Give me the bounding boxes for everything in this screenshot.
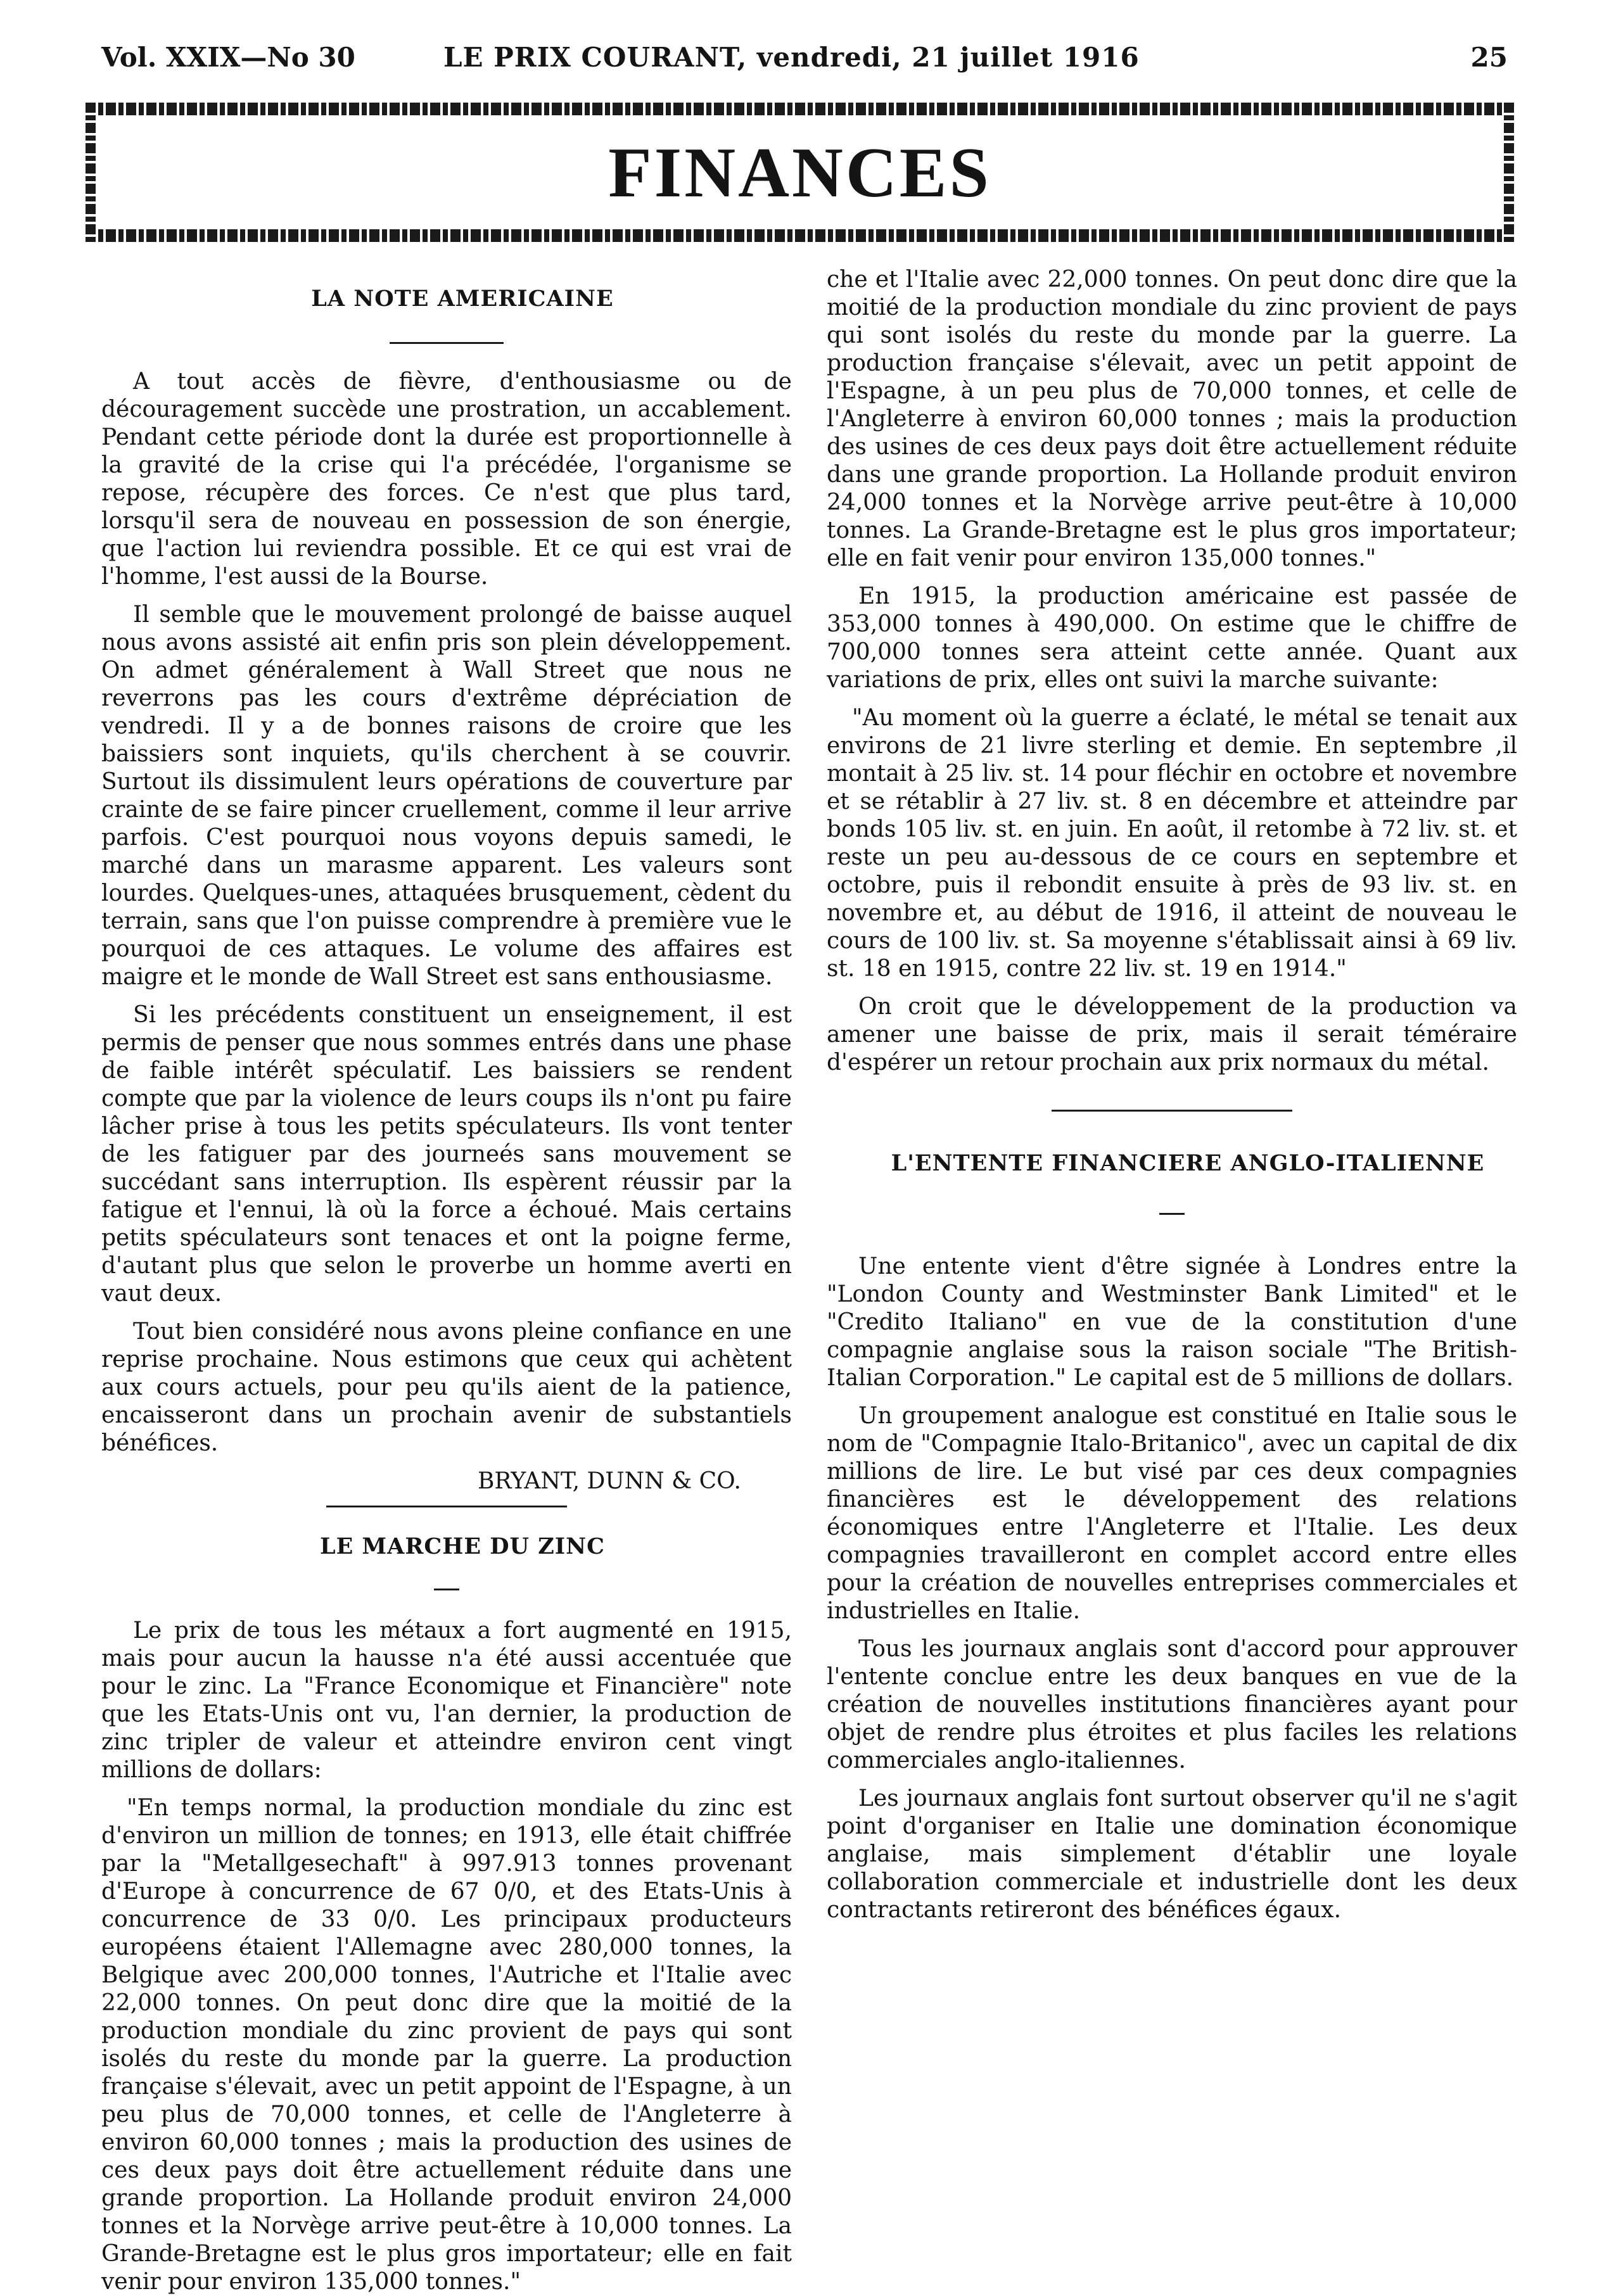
left-column (101, 266, 792, 2295)
banner-border-bottom (86, 229, 1514, 242)
running-header (101, 42, 1508, 80)
article-paragraph: Si les précédents constituent un enseignement, il est permis de penser que nous sommes entrés dans une phase de faible intérêt spéculatif. Les baissiers se rendent compte que par la violence de leurs coups ils n'ont pu faire lâcher prise à tous les petits spéculateurs. Ils vont tenter de les fatiguer par des journeés sans mouvement se succédant sans interruption. Ils espèrent réussir par la fatigue et l'ennui, là où la force a échoué. Mais certains petits spéculateurs sont tenaces et ont la poigne ferme, d'autant plus que selon le proverbe un homme averti en vaut deux. (101, 1002, 792, 1307)
article-paragraph: En 1915, la production américaine est passée de 353,000 tonnes à 490,000. On estime que le chiffre de 700,000 tonnes sera atteint cette année. Quant aux variations de prix, elles ont suivi la marche suivante: (827, 583, 1517, 693)
publication-date: LE PRIX COURANT, vendredi, 21 juillet 1916 (443, 42, 1140, 73)
right-column (827, 266, 1517, 1934)
article-paragraph: Un groupement analogue est constitué en Italie sous le nom de "Compagnie Italo-Britanico", avec un capital de dix millions de lire. Le but visé par ces deux compagnies financières est le développement des relations économiques entre l'Angleterre et l'Italie. Les deux compagnies travailleront en complet accord entre elles pour la création de nouvelles entreprises commerciales et industrielles en Italie. (827, 1403, 1517, 1624)
article-paragraph: Tout bien considéré nous avons pleine confiance en une reprise prochaine. Nous estimons que ceux qui achètent aux cours actuels, pour peu qu'ils aient de la patience, encaisseront dans un prochain avenir de substantiels bénéfices. (101, 1319, 792, 1456)
article-heading-marche-zinc: LE MARCHE DU ZINC (319, 1533, 606, 1559)
article-quote: "Au moment où la guerre a éclaté, le métal se tenait aux environs de 21 livre sterling et demie. En septembre ,il montait à 25 liv. st. 14 pour fléchir en octobre et novembre et se rétablir à 27 liv. st. 8 en décembre et atteindre par bonds 105 liv. st. en juin. En août, il retombe à 72 liv. st. et reste un peu au-dessous de ce cours en septembre et octobre, puis il rebondit ensuite à près de 93 liv. st. en novembre et, au début de 1916, il atteint de nouveau le cours de 100 liv. st. Sa moyenne s'établissait ainsi à 69 liv. st. 18 en 1915, contre 22 liv. st. 19 en 1914." (827, 705, 1517, 982)
article-paragraph: Il semble que le mouvement prolongé de baisse auquel nous avons assisté ait enfin pris son plein développement. On admet généralement à Wall Street que nous ne reverrons pas les cours d'extrême dépréciation de vendredi. Il y a de bonnes raisons de croire que les baissiers sont inquiets, qu'ils cherchent à se couvrir. Surtout ils dissimulent leurs opérations de couverture par crainte de se faire pincer cruellement, comme il leur arrive parfois. C'est pourquoi nous voyons depuis samedi, le marché dans un marasme apparent. Les valeurs sont lourdes. Quelques-unes, attaquées brusquement, cèdent du terrain, sans que l'on puisse comprendre à première vue le pourquoi de ces attaques. Le volume des affaires est maigre et le monde de Wall Street est sans enthousiasme. (101, 602, 792, 990)
page-number: 25 (1470, 42, 1508, 73)
article-quote-continued: che et l'Italie avec 22,000 tonnes. On peut donc dire que la moitié de la production mondiale du zinc provient de pays qui sont isolés du reste du monde par la guerre. La production française s'élevait, avec un petit appoint de l'Espagne, à un peu plus de 70,000 tonnes, et celle de l'Angleterre à environ 60,000 tonnes ; mais la production des usines de ces deux pays doit être actuellement réduite dans une grande proportion. La Hollande produit environ 24,000 tonnes et la Norvège arrive peut-être à 10,000 tonnes. La Grande-Bretagne est le plus gros importateur; elle en fait venir pour environ 135,000 tonnes." (827, 267, 1517, 571)
article-heading-note-americaine: LA NOTE AMERICAINE (311, 286, 614, 312)
section-title: FINANCES (608, 134, 991, 212)
article-paragraph: Une entente vient d'être signée à Londres entre la "London County and Westminster Bank Limited" et le "Credito Italiano" en vue de la constitution d'une compagnie anglaise sous la raison sociale "The British-Italian Corporation." Le capital est de 5 millions de dollars. (827, 1253, 1517, 1391)
article-paragraph: Tous les journaux anglais sont d'accord pour approuver l'entente conclue entre les deux banques en vue de la création de nouvelles institutions financières ayant pour objet de rendre plus étroites et plus faciles les relations commerciales anglo-italiennes. (827, 1636, 1517, 1773)
article-quote: "En temps normal, la production mondiale du zinc est d'environ un million de tonnes; en 1913, elle était chiffrée par la "Metallgesechaft" à 997.913 tonnes provenant d'Europe à concurrence de 67 0/0, et des Etats-Unis à concurrence de 33 0/0. Les principaux producteurs européens étaient l'Allemagne avec 280,000 tonnes, la Belgique avec 200,000 tonnes, l'Autriche et l'Italie avec 22,000 tonnes. On peut donc dire que la moitié de la production mondiale du zinc provient de pays qui sont isolés du reste du monde par la guerre. La production française s'élevait, avec un petit appoint de l'Espagne, à un peu plus de 70,000 tonnes, et celle de l'Angleterre à environ 60,000 tonnes ; mais la production des usines de ces deux pays doit être actuellement réduite dans une grande proportion. La Hollande produit environ 24,000 tonnes et la Norvège arrive peut-être à 10,000 tonnes. La Grande-Bretagne est le plus gros importateur; elle en fait venir pour environ 135,000 tonnes." (101, 1795, 792, 2295)
article-paragraph: On croit que le développement de la production va amener une baisse de prix, mais il serait téméraire d'espérer un retour prochain aux prix normaux du métal. (827, 994, 1517, 1075)
article-paragraph: A tout accès de fièvre, d'enthousiasme ou de découragement succède une prostration, un accablement. Pendant cette période dont la durée est proportionnelle à la gravité de la crise qui l'a précédée, l'organisme se repose, récupère des forces. Ce n'est que plus tard, lorsqu'il sera de nouveau en possession de son énergie, que l'action lui reviendra possible. Et ce qui est vrai de l'homme, l'est aussi de la Bourse. (101, 369, 792, 590)
article-paragraph: Les journaux anglais font surtout observer qu'il ne s'agit point d'organiser en Italie une domination économique anglaise, mais simplement d'établir une loyale collaboration commerciale et industrielle dont les deux contractants retireront des bénéfices égaux. (827, 1785, 1517, 1923)
article-heading-entente: L'ENTENTE FINANCIERE ANGLO-ITALIENNE (891, 1150, 1485, 1176)
volume-number: Vol. XXIX—No 30 (101, 42, 355, 73)
banner-border-top (86, 103, 1514, 115)
article-signature: BRYANT, DUNN & CO. (477, 1468, 741, 1494)
article-paragraph: Le prix de tous les métaux a fort augmenté en 1915, mais pour aucun la hausse n'a été aussi accentuée que pour le zinc. La "France Economique et Financière" note que les Etats-Unis ont vu, l'an dernier, la production de zinc tripler de valeur et atteindre environ cent vingt millions de dollars: (101, 1618, 792, 1783)
section-banner (86, 103, 1514, 242)
